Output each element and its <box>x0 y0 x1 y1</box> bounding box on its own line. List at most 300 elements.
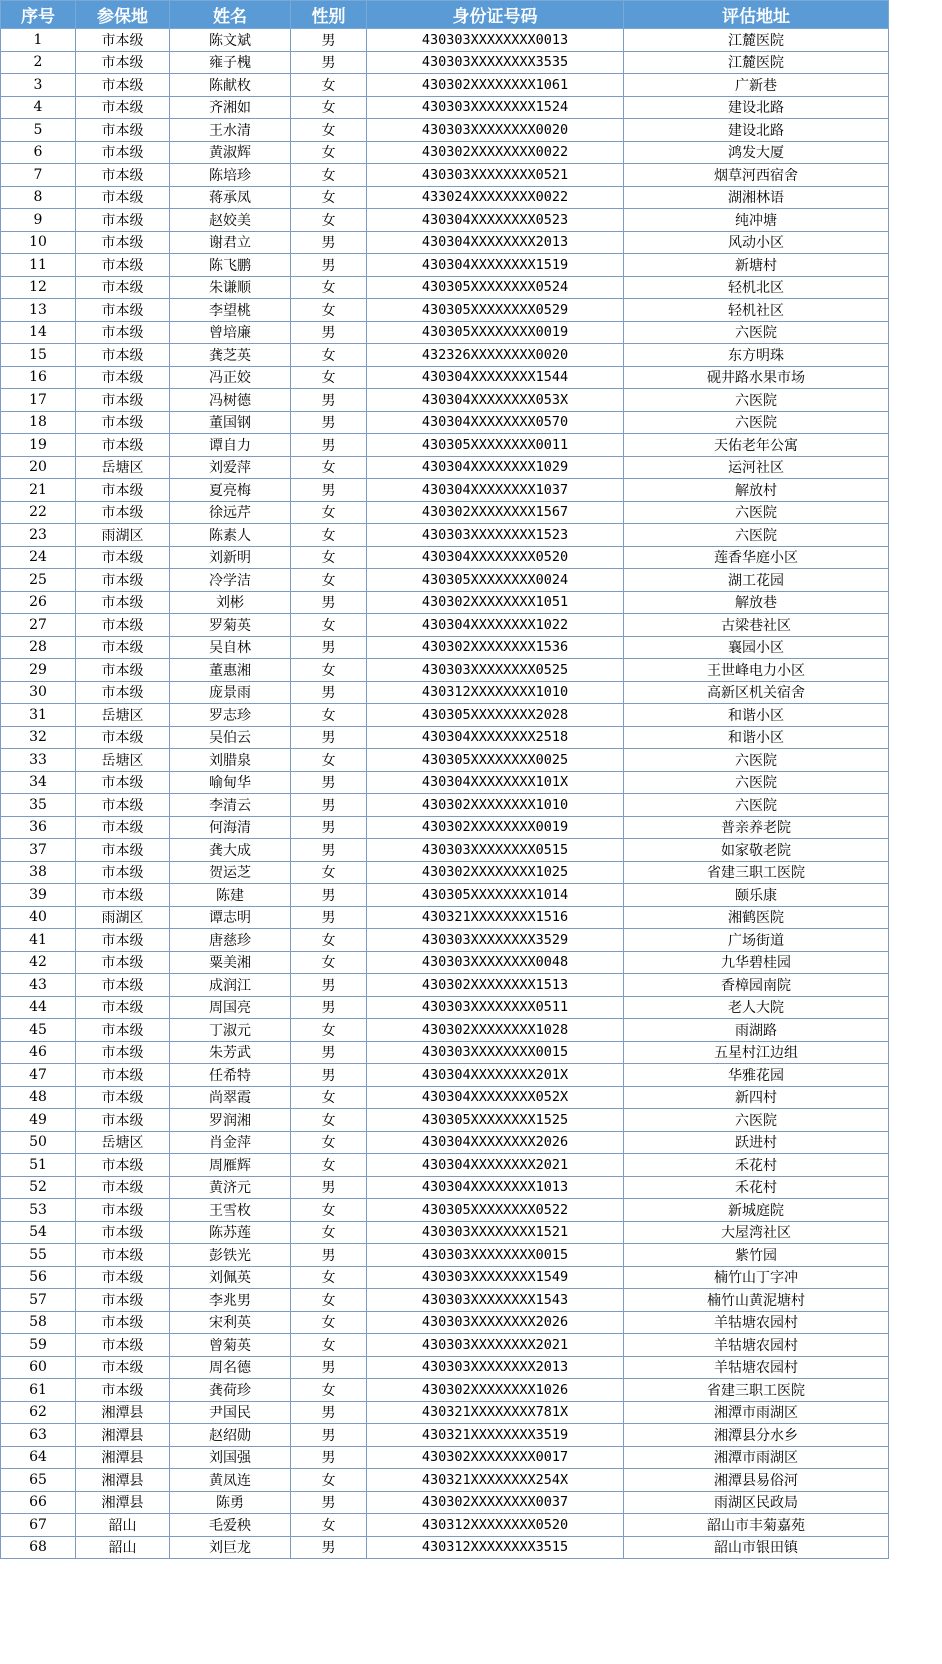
cell-sex: 女 <box>291 1109 367 1132</box>
cell-region: 市本级 <box>76 1199 170 1222</box>
cell-seq: 66 <box>1 1491 76 1514</box>
cell-name: 罗志珍 <box>170 704 291 727</box>
cell-region: 市本级 <box>76 771 170 794</box>
cell-seq: 45 <box>1 1019 76 1042</box>
cell-seq: 38 <box>1 861 76 884</box>
cell-name: 朱芳武 <box>170 1041 291 1064</box>
cell-seq: 36 <box>1 816 76 839</box>
table-row <box>1 186 889 209</box>
cell-region: 岳塘区 <box>76 1131 170 1154</box>
cell-seq: 50 <box>1 1131 76 1154</box>
cell-name: 刘佩英 <box>170 1266 291 1289</box>
cell-seq: 60 <box>1 1356 76 1379</box>
cell-seq: 52 <box>1 1176 76 1199</box>
table-row <box>1 1154 889 1177</box>
table-row <box>1 794 889 817</box>
cell-name: 庞景雨 <box>170 681 291 704</box>
cell-region: 市本级 <box>76 929 170 952</box>
cell-addr: 湘鹤医院 <box>624 906 889 929</box>
cell-id: 430302XXXXXXXX1025 <box>367 861 624 884</box>
cell-region: 雨湖区 <box>76 906 170 929</box>
header-name: 姓名 <box>170 1 291 29</box>
cell-sex: 女 <box>291 614 367 637</box>
cell-region: 市本级 <box>76 51 170 74</box>
cell-sex: 女 <box>291 1334 367 1357</box>
table-row <box>1 816 889 839</box>
cell-name: 朱谦顺 <box>170 276 291 299</box>
cell-addr: 砚井路水果市场 <box>624 366 889 389</box>
cell-sex: 男 <box>291 1064 367 1087</box>
cell-region: 市本级 <box>76 546 170 569</box>
cell-sex: 女 <box>291 164 367 187</box>
cell-addr: 湘潭市雨湖区 <box>624 1401 889 1424</box>
cell-region: 市本级 <box>76 974 170 997</box>
cell-id: 430304XXXXXXXX052X <box>367 1086 624 1109</box>
cell-id: 430302XXXXXXXX0022 <box>367 141 624 164</box>
cell-sex: 女 <box>291 1311 367 1334</box>
cell-addr: 建设北路 <box>624 119 889 142</box>
cell-addr: 鸿发大厦 <box>624 141 889 164</box>
cell-seq: 57 <box>1 1289 76 1312</box>
cell-addr: 建设北路 <box>624 96 889 119</box>
cell-name: 周雁辉 <box>170 1154 291 1177</box>
cell-region: 市本级 <box>76 861 170 884</box>
cell-region: 市本级 <box>76 276 170 299</box>
cell-id: 430304XXXXXXXX101X <box>367 771 624 794</box>
cell-addr: 和谐小区 <box>624 704 889 727</box>
cell-addr: 楠竹山丁字冲 <box>624 1266 889 1289</box>
table-row <box>1 906 889 929</box>
cell-sex: 男 <box>291 996 367 1019</box>
cell-name: 夏亮梅 <box>170 479 291 502</box>
table-body <box>1 29 889 1559</box>
table-row <box>1 276 889 299</box>
table-row <box>1 411 889 434</box>
table-row <box>1 389 889 412</box>
cell-name: 陈献枚 <box>170 74 291 97</box>
cell-name: 赵姣美 <box>170 209 291 232</box>
cell-name: 刘爱萍 <box>170 456 291 479</box>
cell-seq: 55 <box>1 1244 76 1267</box>
cell-seq: 28 <box>1 636 76 659</box>
cell-region: 市本级 <box>76 1041 170 1064</box>
cell-sex: 女 <box>291 524 367 547</box>
table-row <box>1 839 889 862</box>
cell-seq: 46 <box>1 1041 76 1064</box>
cell-seq: 5 <box>1 119 76 142</box>
cell-id: 430303XXXXXXXX1524 <box>367 96 624 119</box>
table-row <box>1 1221 889 1244</box>
cell-sex: 男 <box>291 681 367 704</box>
cell-region: 市本级 <box>76 1311 170 1334</box>
cell-addr: 运河社区 <box>624 456 889 479</box>
cell-id: 430302XXXXXXXX0019 <box>367 816 624 839</box>
cell-seq: 32 <box>1 726 76 749</box>
cell-id: 430305XXXXXXXX0529 <box>367 299 624 322</box>
cell-region: 湘潭县 <box>76 1424 170 1447</box>
cell-addr: 东方明珠 <box>624 344 889 367</box>
cell-id: 430305XXXXXXXX0011 <box>367 434 624 457</box>
table-row <box>1 1019 889 1042</box>
cell-id: 430303XXXXXXXX1523 <box>367 524 624 547</box>
cell-id: 430305XXXXXXXX1525 <box>367 1109 624 1132</box>
cell-seq: 42 <box>1 951 76 974</box>
cell-region: 市本级 <box>76 209 170 232</box>
cell-addr: 华雅花园 <box>624 1064 889 1087</box>
cell-addr: 老人大院 <box>624 996 889 1019</box>
cell-addr: 湘潭市雨湖区 <box>624 1446 889 1469</box>
table-row <box>1 1244 889 1267</box>
cell-sex: 女 <box>291 659 367 682</box>
cell-id: 430302XXXXXXXX0037 <box>367 1491 624 1514</box>
cell-id: 430304XXXXXXXX053X <box>367 389 624 412</box>
cell-region: 市本级 <box>76 884 170 907</box>
cell-id: 430302XXXXXXXX1567 <box>367 501 624 524</box>
cell-id: 430312XXXXXXXX0520 <box>367 1514 624 1537</box>
cell-name: 蒋承凤 <box>170 186 291 209</box>
cell-sex: 女 <box>291 344 367 367</box>
header-addr: 评估地址 <box>624 1 889 29</box>
cell-sex: 男 <box>291 1446 367 1469</box>
cell-addr: 跃进村 <box>624 1131 889 1154</box>
cell-name: 任希特 <box>170 1064 291 1087</box>
cell-sex: 男 <box>291 1041 367 1064</box>
table-row <box>1 479 889 502</box>
cell-seq: 23 <box>1 524 76 547</box>
cell-region: 市本级 <box>76 119 170 142</box>
cell-seq: 11 <box>1 254 76 277</box>
cell-seq: 9 <box>1 209 76 232</box>
table-row <box>1 254 889 277</box>
cell-addr: 六医院 <box>624 501 889 524</box>
table-row <box>1 1064 889 1087</box>
cell-sex: 男 <box>291 1536 367 1559</box>
table-row <box>1 614 889 637</box>
cell-sex: 男 <box>291 389 367 412</box>
table-row <box>1 704 889 727</box>
cell-name: 谢君立 <box>170 231 291 254</box>
cell-seq: 34 <box>1 771 76 794</box>
cell-region: 市本级 <box>76 366 170 389</box>
cell-sex: 女 <box>291 141 367 164</box>
cell-seq: 1 <box>1 29 76 52</box>
cell-addr: 王世峰电力小区 <box>624 659 889 682</box>
cell-name: 成润江 <box>170 974 291 997</box>
cell-region: 雨湖区 <box>76 524 170 547</box>
table-row <box>1 1446 889 1469</box>
cell-sex: 男 <box>291 974 367 997</box>
cell-addr: 省建三职工医院 <box>624 861 889 884</box>
cell-addr: 羊牯塘农园村 <box>624 1311 889 1334</box>
cell-addr: 羊牯塘农园村 <box>624 1334 889 1357</box>
cell-name: 董惠湘 <box>170 659 291 682</box>
cell-name: 周名德 <box>170 1356 291 1379</box>
cell-sex: 女 <box>291 951 367 974</box>
cell-sex: 男 <box>291 1356 367 1379</box>
cell-region: 市本级 <box>76 479 170 502</box>
cell-addr: 羊牯塘农园村 <box>624 1356 889 1379</box>
cell-sex: 女 <box>291 96 367 119</box>
cell-name: 罗润湘 <box>170 1109 291 1132</box>
table-row <box>1 1491 889 1514</box>
cell-id: 430304XXXXXXXX201X <box>367 1064 624 1087</box>
cell-addr: 香樟园南院 <box>624 974 889 997</box>
cell-name: 罗菊英 <box>170 614 291 637</box>
cell-sex: 女 <box>291 1019 367 1042</box>
cell-region: 岳塘区 <box>76 704 170 727</box>
cell-region: 市本级 <box>76 726 170 749</box>
cell-addr: 古梁巷社区 <box>624 614 889 637</box>
table-row <box>1 1469 889 1492</box>
cell-id: 430305XXXXXXXX0522 <box>367 1199 624 1222</box>
cell-sex: 男 <box>291 1244 367 1267</box>
cell-name: 刘腊泉 <box>170 749 291 772</box>
cell-region: 市本级 <box>76 96 170 119</box>
table-row <box>1 591 889 614</box>
cell-region: 市本级 <box>76 1064 170 1087</box>
cell-name: 陈素人 <box>170 524 291 547</box>
cell-id: 430302XXXXXXXX1026 <box>367 1379 624 1402</box>
cell-addr: 六医院 <box>624 411 889 434</box>
cell-name: 刘国强 <box>170 1446 291 1469</box>
header-region: 参保地 <box>76 1 170 29</box>
cell-name: 刘巨龙 <box>170 1536 291 1559</box>
cell-seq: 31 <box>1 704 76 727</box>
table-row <box>1 456 889 479</box>
table-row <box>1 1536 889 1559</box>
cell-sex: 女 <box>291 704 367 727</box>
cell-sex: 女 <box>291 569 367 592</box>
cell-sex: 女 <box>291 74 367 97</box>
header-sex: 性别 <box>291 1 367 29</box>
cell-id: 430312XXXXXXXX3515 <box>367 1536 624 1559</box>
cell-id: 430305XXXXXXXX0019 <box>367 321 624 344</box>
cell-id: 432326XXXXXXXX0020 <box>367 344 624 367</box>
table-row <box>1 929 889 952</box>
cell-region: 岳塘区 <box>76 456 170 479</box>
cell-id: 430304XXXXXXXX1544 <box>367 366 624 389</box>
cell-region: 韶山 <box>76 1536 170 1559</box>
cell-sex: 男 <box>291 29 367 52</box>
cell-seq: 7 <box>1 164 76 187</box>
cell-id: 430304XXXXXXXX1029 <box>367 456 624 479</box>
cell-id: 430321XXXXXXXX254X <box>367 1469 624 1492</box>
cell-id: 430303XXXXXXXX0013 <box>367 29 624 52</box>
cell-seq: 20 <box>1 456 76 479</box>
cell-name: 何海清 <box>170 816 291 839</box>
cell-sex: 男 <box>291 411 367 434</box>
cell-name: 李清云 <box>170 794 291 817</box>
cell-sex: 女 <box>291 929 367 952</box>
cell-seq: 21 <box>1 479 76 502</box>
cell-name: 陈苏莲 <box>170 1221 291 1244</box>
cell-sex: 女 <box>291 276 367 299</box>
cell-region: 市本级 <box>76 681 170 704</box>
cell-sex: 女 <box>291 1469 367 1492</box>
cell-sex: 男 <box>291 479 367 502</box>
cell-sex: 男 <box>291 816 367 839</box>
cell-id: 430303XXXXXXXX2013 <box>367 1356 624 1379</box>
cell-sex: 男 <box>291 839 367 862</box>
table-row <box>1 164 889 187</box>
cell-seq: 19 <box>1 434 76 457</box>
table-row <box>1 1379 889 1402</box>
table-row <box>1 1334 889 1357</box>
cell-region: 市本级 <box>76 321 170 344</box>
cell-addr: 六医院 <box>624 321 889 344</box>
cell-addr: 纯冲塘 <box>624 209 889 232</box>
table-row <box>1 749 889 772</box>
cell-name: 李望桃 <box>170 299 291 322</box>
cell-name: 董国钢 <box>170 411 291 434</box>
cell-seq: 54 <box>1 1221 76 1244</box>
cell-name: 龚大成 <box>170 839 291 862</box>
table-row <box>1 1199 889 1222</box>
cell-seq: 43 <box>1 974 76 997</box>
cell-seq: 44 <box>1 996 76 1019</box>
table-row <box>1 726 889 749</box>
cell-seq: 2 <box>1 51 76 74</box>
cell-addr: 六医院 <box>624 771 889 794</box>
cell-region: 岳塘区 <box>76 749 170 772</box>
header-seq: 序号 <box>1 1 76 29</box>
table-row <box>1 1289 889 1312</box>
cell-name: 尚翠霞 <box>170 1086 291 1109</box>
cell-seq: 16 <box>1 366 76 389</box>
cell-region: 市本级 <box>76 1019 170 1042</box>
table-row <box>1 1041 889 1064</box>
table-row <box>1 884 889 907</box>
cell-region: 市本级 <box>76 501 170 524</box>
cell-region: 湘潭县 <box>76 1401 170 1424</box>
cell-region: 市本级 <box>76 816 170 839</box>
cell-seq: 8 <box>1 186 76 209</box>
cell-region: 市本级 <box>76 569 170 592</box>
cell-region: 市本级 <box>76 794 170 817</box>
cell-addr: 九华碧桂园 <box>624 951 889 974</box>
cell-seq: 27 <box>1 614 76 637</box>
cell-name: 周国亮 <box>170 996 291 1019</box>
cell-addr: 湖工花园 <box>624 569 889 592</box>
cell-seq: 40 <box>1 906 76 929</box>
cell-addr: 莲香华庭小区 <box>624 546 889 569</box>
cell-id: 430304XXXXXXXX0523 <box>367 209 624 232</box>
cell-id: 433024XXXXXXXX0022 <box>367 186 624 209</box>
cell-seq: 17 <box>1 389 76 412</box>
cell-name: 粟美湘 <box>170 951 291 974</box>
cell-seq: 35 <box>1 794 76 817</box>
cell-addr: 湖湘林语 <box>624 186 889 209</box>
cell-addr: 天佑老年公寓 <box>624 434 889 457</box>
cell-name: 曾菊英 <box>170 1334 291 1357</box>
table-row <box>1 321 889 344</box>
cell-sex: 男 <box>291 231 367 254</box>
table-row <box>1 861 889 884</box>
cell-id: 430321XXXXXXXX3519 <box>367 1424 624 1447</box>
cell-name: 唐慈珍 <box>170 929 291 952</box>
table-row <box>1 434 889 457</box>
cell-id: 430302XXXXXXXX0017 <box>367 1446 624 1469</box>
table-row <box>1 1109 889 1132</box>
cell-region: 市本级 <box>76 254 170 277</box>
cell-addr: 湘潭县易俗河 <box>624 1469 889 1492</box>
cell-seq: 68 <box>1 1536 76 1559</box>
table-row <box>1 1176 889 1199</box>
cell-seq: 48 <box>1 1086 76 1109</box>
cell-name: 冷学洁 <box>170 569 291 592</box>
cell-region: 市本级 <box>76 659 170 682</box>
cell-sex: 女 <box>291 1199 367 1222</box>
cell-name: 李兆男 <box>170 1289 291 1312</box>
cell-region: 市本级 <box>76 74 170 97</box>
cell-id: 430303XXXXXXXX2026 <box>367 1311 624 1334</box>
cell-id: 430303XXXXXXXX0511 <box>367 996 624 1019</box>
table-row <box>1 951 889 974</box>
cell-addr: 六医院 <box>624 749 889 772</box>
cell-seq: 63 <box>1 1424 76 1447</box>
cell-addr: 江麓医院 <box>624 51 889 74</box>
cell-name: 吴伯云 <box>170 726 291 749</box>
cell-addr: 禾花村 <box>624 1176 889 1199</box>
cell-seq: 26 <box>1 591 76 614</box>
cell-addr: 普亲养老院 <box>624 816 889 839</box>
cell-region: 市本级 <box>76 344 170 367</box>
cell-name: 贺运芝 <box>170 861 291 884</box>
cell-addr: 烟草河西宿舍 <box>624 164 889 187</box>
cell-addr: 高新区机关宿舍 <box>624 681 889 704</box>
cell-region: 市本级 <box>76 299 170 322</box>
cell-seq: 49 <box>1 1109 76 1132</box>
cell-addr: 风动小区 <box>624 231 889 254</box>
cell-id: 430304XXXXXXXX2026 <box>367 1131 624 1154</box>
cell-sex: 女 <box>291 501 367 524</box>
table-row <box>1 231 889 254</box>
cell-seq: 10 <box>1 231 76 254</box>
cell-addr: 韶山市银田镇 <box>624 1536 889 1559</box>
cell-addr: 六医院 <box>624 794 889 817</box>
cell-sex: 女 <box>291 861 367 884</box>
cell-seq: 56 <box>1 1266 76 1289</box>
cell-id: 430321XXXXXXXX1516 <box>367 906 624 929</box>
cell-seq: 41 <box>1 929 76 952</box>
cell-addr: 六医院 <box>624 389 889 412</box>
cell-addr: 江麓医院 <box>624 29 889 52</box>
cell-addr: 大屋湾社区 <box>624 1221 889 1244</box>
cell-addr: 和谐小区 <box>624 726 889 749</box>
cell-name: 陈文斌 <box>170 29 291 52</box>
cell-sex: 男 <box>291 51 367 74</box>
cell-addr: 雨湖路 <box>624 1019 889 1042</box>
cell-sex: 男 <box>291 1424 367 1447</box>
cell-seq: 30 <box>1 681 76 704</box>
cell-region: 市本级 <box>76 1289 170 1312</box>
cell-name: 龚荷珍 <box>170 1379 291 1402</box>
cell-id: 430303XXXXXXXX0048 <box>367 951 624 974</box>
table-row <box>1 1266 889 1289</box>
table-row <box>1 119 889 142</box>
cell-seq: 15 <box>1 344 76 367</box>
cell-region: 市本级 <box>76 1086 170 1109</box>
table-row <box>1 29 889 52</box>
cell-sex: 女 <box>291 1221 367 1244</box>
cell-seq: 24 <box>1 546 76 569</box>
cell-seq: 22 <box>1 501 76 524</box>
cell-seq: 14 <box>1 321 76 344</box>
cell-addr: 襄园小区 <box>624 636 889 659</box>
cell-name: 王水清 <box>170 119 291 142</box>
table-row <box>1 209 889 232</box>
cell-addr: 轻机社区 <box>624 299 889 322</box>
